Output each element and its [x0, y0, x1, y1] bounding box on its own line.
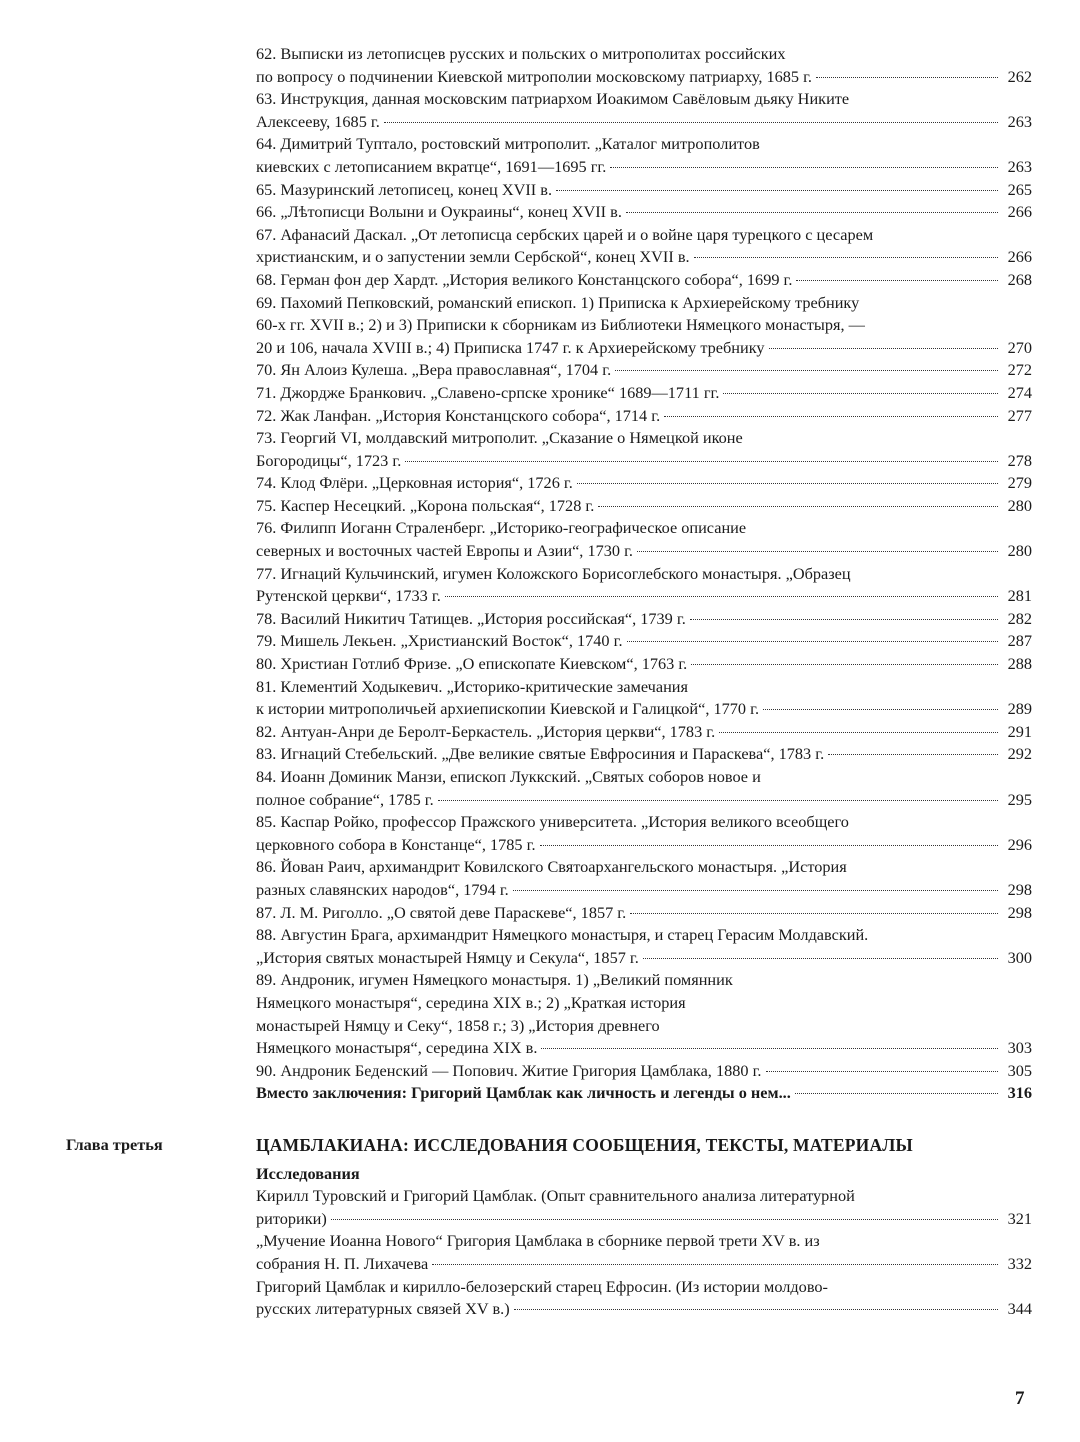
chapter-entries	[256, 1185, 1032, 1321]
toc-list	[256, 43, 1032, 1105]
dot-leader	[664, 416, 998, 417]
dot-leader	[719, 732, 998, 733]
toc-entry-line	[256, 201, 1032, 224]
toc-entry-text: 74. Клод Флёри. „Церковная история“, 1726 г.	[256, 473, 573, 493]
toc-entry	[256, 902, 1032, 925]
toc-entry-line	[256, 427, 1032, 450]
toc-entry-text: 65. Мазуринский летописец, конец XVII в.	[256, 179, 553, 199]
dot-leader	[445, 596, 998, 597]
dot-leader	[691, 664, 998, 665]
dot-leader	[513, 890, 998, 891]
toc-entry-text: 72. Жак Ланфан. „История Констанцского собора“, 1714 г.	[256, 405, 661, 425]
toc-entry-line	[256, 608, 1032, 631]
dot-leader	[643, 958, 998, 959]
toc-entry	[256, 201, 1032, 224]
toc-entry-text: 86. Йован Раич, архимандрит Ковилского Святоархангельского монастыря. „История	[256, 857, 847, 877]
chapter-section	[256, 1134, 1032, 1321]
toc-entry-line	[256, 1060, 1032, 1083]
toc-entry-text: 63. Инструкция, данная московским патриархом Иоакимом Савёловым дьяку Никите	[256, 89, 850, 109]
toc-entry-line	[256, 721, 1032, 744]
toc-entry-line	[256, 1253, 1032, 1276]
dot-leader	[610, 167, 998, 168]
toc-entry	[256, 563, 1032, 608]
toc-entry-text: 73. Георгий VI, молдавский митрополит. „Сказание о Нямецкой иконе	[256, 428, 743, 448]
toc-entry	[256, 743, 1032, 766]
toc-page-number: 266	[1007, 202, 1032, 222]
toc-entry-text: Рутенской церкви“, 1733 г.	[256, 586, 441, 606]
toc-entry-line	[256, 133, 1032, 156]
toc-page-number: 288	[1007, 654, 1032, 674]
toc-page-number: 279	[1007, 473, 1032, 493]
dot-leader	[766, 1071, 999, 1072]
toc-page-number: 292	[1007, 744, 1032, 764]
toc-entry-text: 69. Пахомий Пепковский, романский епископ. 1) Приписка к Архиерейскому требнику	[256, 292, 860, 312]
toc-entry	[256, 359, 1032, 382]
toc-page-number: 270	[1007, 337, 1032, 357]
toc-entry-line	[256, 1230, 1032, 1253]
toc-entry-text: собрания Н. П. Лихачева	[256, 1253, 429, 1273]
dot-leader	[556, 190, 998, 191]
toc-page-number: 263	[1007, 111, 1032, 131]
toc-entry	[256, 292, 1032, 360]
dot-leader	[637, 551, 998, 552]
toc-entry	[256, 269, 1032, 292]
toc-entry-line	[256, 1037, 1032, 1060]
toc-entry-line	[256, 563, 1032, 586]
toc-entry-text: монастырей Нямцу и Секу“, 1858 г.; 3) „История древнего	[256, 1015, 660, 1035]
toc-page-number: 296	[1007, 834, 1032, 854]
toc-entry	[256, 1276, 1032, 1321]
chapter-label: Глава третья	[66, 1135, 163, 1154]
toc-entry	[256, 969, 1032, 1059]
dot-leader	[438, 800, 998, 801]
toc-entry-text: 71. Джордже Бранкович. „Славено-српске хронике“ 1689—1711 гг.	[256, 382, 720, 402]
toc-entry	[256, 1082, 1032, 1105]
toc-entry-line	[256, 450, 1032, 473]
toc-entry-text: Нямецкого монастыря“, середина XIX в.; 2) „Краткая история	[256, 992, 686, 1012]
toc-page-number: 289	[1007, 699, 1032, 719]
toc-entry-text: 76. Филипп Иоганн Страленберг. „Историко-географическое описание	[256, 518, 747, 538]
toc-entry-text: 90. Андроник Беденский — Попович. Житие Григория Цамблака, 1880 г.	[256, 1060, 762, 1080]
toc-entry-line	[256, 1015, 1032, 1038]
toc-entry-line	[256, 88, 1032, 111]
toc-entry	[256, 472, 1032, 495]
toc-entry	[256, 653, 1032, 676]
toc-entry-text: 84. Иоанн Доминик Манзи, епископ Луккский. „Святых соборов новое и	[256, 767, 761, 786]
toc-entry-line	[256, 924, 1032, 947]
toc-page-number: 268	[1007, 269, 1032, 289]
toc-entry-text: 75. Каспер Несецкий. „Корона польская“, 1728 г.	[256, 495, 595, 515]
toc-entry	[256, 721, 1032, 744]
toc-entry-line	[256, 676, 1032, 699]
toc-entry-line	[256, 472, 1032, 495]
toc-entry-text: 20 и 106, начала XVIII в.; 4) Приписка 1747 г. к Архиерейскому требнику	[256, 337, 765, 357]
toc-page-number: 298	[1007, 879, 1032, 899]
toc-entry-text: 66. „Лѣтописци Волыни и Оукраины“, конец XVII в.	[256, 202, 622, 222]
toc-entry-line	[256, 292, 1032, 315]
toc-entry	[256, 179, 1032, 202]
toc-entry-text: церковного собора в Констанце“, 1785 г.	[256, 834, 536, 854]
toc-entry-line	[256, 246, 1032, 269]
dot-leader	[626, 212, 998, 213]
toc-entry-text: 80. Христиан Готлиб Фризе. „О епископате Киевском“, 1763 г.	[256, 654, 688, 674]
toc-page-number: 263	[1007, 156, 1032, 176]
dot-leader	[763, 709, 998, 710]
dot-leader	[816, 77, 998, 78]
section-heading: Исследования	[256, 1163, 360, 1183]
toc-page-number: 262	[1007, 66, 1032, 86]
toc-entry	[256, 811, 1032, 856]
toc-entry-text: к истории митрополичьей архиепископии Киевской и Галицкой“, 1770 г.	[256, 699, 760, 719]
toc-entry-text: разных славянских народов“, 1794 г.	[256, 879, 509, 899]
toc-entry-text: 81. Клементий Ходыкевич. „Историко-критические замечания	[256, 676, 688, 696]
toc-page-number: 274	[1007, 382, 1032, 402]
toc-entry-line	[256, 111, 1032, 134]
toc-page-number: 321	[1007, 1208, 1032, 1228]
chapter-title: ЦАМБЛАКИАНА: ИССЛЕДОВАНИЯ СООБЩЕНИЯ, ТЕКСТЫ, МАТЕРИАЛЫ	[256, 1135, 913, 1155]
toc-entry-line	[256, 1082, 1032, 1105]
dot-leader	[540, 845, 998, 846]
toc-entry	[256, 608, 1032, 631]
toc-page-number: 298	[1007, 902, 1032, 922]
toc-entry-text: 88. Августин Брага, архимандрит Нямецкого монастыря, и старец Герасим Молдавский.	[256, 925, 869, 945]
page-number: 7	[1015, 1388, 1025, 1409]
toc-entry-text: Кирилл Туровский и Григорий Цамблак. (Опыт сравнительного анализа литературной	[256, 1186, 855, 1206]
toc-entry-text: северных и восточных частей Европы и Азии“, 1730 г.	[256, 541, 633, 561]
toc-page-number: 303	[1007, 1038, 1032, 1058]
dot-leader	[331, 1219, 998, 1220]
toc-page-number: 295	[1007, 789, 1032, 809]
toc-page-number: 272	[1007, 360, 1032, 380]
toc-entry-line	[256, 495, 1032, 518]
toc-page-number: 280	[1007, 495, 1032, 515]
toc-entry	[256, 43, 1032, 88]
toc-page-number: 278	[1007, 450, 1032, 470]
toc-entry-line	[256, 179, 1032, 202]
dot-leader	[384, 122, 998, 123]
dot-leader	[769, 348, 998, 349]
toc-page-number: 287	[1007, 631, 1032, 651]
toc-entry-text: 64. Димитрий Туптало, ростовский митрополит. „Каталог митрополитов	[256, 134, 760, 154]
toc-entry-line	[256, 382, 1032, 405]
toc-entry	[256, 676, 1032, 721]
dot-leader	[541, 1048, 998, 1049]
toc-page-number: 300	[1007, 947, 1032, 967]
toc-entry	[256, 405, 1032, 428]
toc-entry-text: „Мучение Иоанна Нового“ Григория Цамблака в сборнике первой трети XV в. из	[256, 1231, 820, 1251]
toc-entry	[256, 766, 1032, 811]
toc-entry	[256, 224, 1032, 269]
toc-entry-line	[256, 1276, 1032, 1299]
toc-entry-text: киевских с летописанием вкратце“, 1691—1695 гг.	[256, 156, 607, 176]
toc-entry-line	[256, 902, 1032, 925]
toc-page-number: 280	[1007, 541, 1032, 561]
toc-entry-line	[256, 1298, 1032, 1321]
toc-entry	[256, 1185, 1032, 1230]
toc-entry-line	[256, 269, 1032, 292]
toc-entry-line	[256, 947, 1032, 970]
toc-entry-line	[256, 1208, 1032, 1231]
toc-entry	[256, 88, 1032, 133]
toc-entry	[256, 495, 1032, 518]
toc-page-number: 344	[1007, 1299, 1032, 1319]
toc-entry-text: Алексееву, 1685 г.	[256, 111, 380, 131]
toc-entry-line	[256, 834, 1032, 857]
toc-entry-text: Богородицы“, 1723 г.	[256, 450, 402, 470]
toc-entry-line	[256, 156, 1032, 179]
dot-leader	[723, 393, 998, 394]
toc-entry-text: 89. Андроник, игумен Нямецкого монастыря. 1) „Великий помянник	[256, 970, 733, 990]
toc-page-number: 282	[1007, 608, 1032, 628]
toc-entry-line	[256, 811, 1032, 834]
toc-entry-line	[256, 585, 1032, 608]
toc-entry-line	[256, 540, 1032, 563]
toc-entry-line	[256, 314, 1032, 337]
toc-entry-line	[256, 653, 1032, 676]
toc-entry-line	[256, 789, 1032, 812]
dot-leader	[694, 257, 998, 258]
toc-entry	[256, 630, 1032, 653]
toc-entry	[256, 427, 1032, 472]
toc-entry-line	[256, 337, 1032, 360]
toc-entry-text: 67. Афанасий Даскал. „От летописца сербских царей и о войне царя турецкого с цесарем	[256, 224, 874, 244]
toc-page-number: 316	[1007, 1083, 1032, 1103]
dot-leader	[405, 461, 998, 462]
toc-entry-text: 70. Ян Алоиз Кулеша. „Вера православная“, 1704 г.	[256, 360, 612, 380]
toc-entry	[256, 924, 1032, 969]
toc-entry-text: Григорий Цамблак и кирилло-белозерский старец Ефросин. (Из истории молдово-	[256, 1276, 828, 1296]
toc-entry-line	[256, 66, 1032, 89]
toc-entry-text: „История святых монастырей Нямцу и Секула“, 1857 г.	[256, 947, 639, 967]
dot-leader	[598, 506, 998, 507]
dot-leader	[514, 1309, 998, 1310]
toc-entry-line	[256, 517, 1032, 540]
toc-entry-line	[256, 992, 1032, 1015]
toc-page-number: 266	[1007, 247, 1032, 267]
dot-leader	[627, 641, 998, 642]
toc-entry-text: полное собрание“, 1785 г.	[256, 789, 434, 809]
toc-entry-text: 85. Каспар Ройко, профессор Пражского университета. „История великого всеобщего	[256, 812, 849, 832]
toc-entry-line	[256, 224, 1032, 247]
dot-leader	[796, 280, 998, 281]
toc-entry-text: русских литературных связей XV в.)	[256, 1299, 510, 1319]
toc-entry	[256, 517, 1032, 562]
toc-entry-line	[256, 879, 1032, 902]
toc-entry-line	[256, 630, 1032, 653]
toc-entry-text: 78. Василий Никитич Татищев. „История российская“, 1739 г.	[256, 608, 686, 628]
toc-entry-text: Вместо заключения: Григорий Цамблак как личность и легенды о нем...	[256, 1083, 791, 1103]
toc-entry-line	[256, 856, 1032, 879]
toc-entry-line	[256, 1185, 1032, 1208]
toc-entry-text: христианским, и о запустении земли Сербской“, конец XVII в.	[256, 247, 690, 267]
dot-leader	[690, 619, 998, 620]
toc-page-number: 305	[1007, 1060, 1032, 1080]
dot-leader	[795, 1093, 998, 1094]
dot-leader	[432, 1264, 998, 1265]
toc-entry-text: 60-х гг. XVII в.; 2) и 3) Приписки к сборникам из Библиотеки Нямецкого монастыря, —	[256, 315, 865, 335]
toc-entry-text: 87. Л. М. Риголло. „О святой деве Параскеве“, 1857 г.	[256, 902, 627, 922]
toc-entry-text: 82. Антуан-Анри де Беролт-Беркастель. „История церкви“, 1783 г.	[256, 721, 716, 741]
toc-entry-line	[256, 969, 1032, 992]
toc-entry-text: 83. Игнаций Стебельский. „Две великие святые Евфросиния и Параскева“, 1783 г.	[256, 744, 825, 764]
toc-entry-line	[256, 766, 1032, 789]
toc-entry-line	[256, 359, 1032, 382]
toc-entry-line	[256, 43, 1032, 66]
toc-entry-text: 62. Выписки из летописцев русских и польских о митрополитах российских	[256, 44, 786, 63]
toc-entry-line	[256, 743, 1032, 766]
dot-leader	[615, 370, 998, 371]
toc-entry-text: риторики)	[256, 1208, 327, 1228]
toc-entry-line	[256, 405, 1032, 428]
toc-entry	[256, 133, 1032, 178]
toc-entry-text: 79. Мишель Лекьен. „Христианский Восток“, 1740 г.	[256, 631, 623, 651]
toc-entry	[256, 856, 1032, 901]
toc-entry-text: Нямецкого монастыря“, середина XIX в.	[256, 1038, 538, 1058]
toc-page-number: 291	[1007, 721, 1032, 741]
toc-page-number: 281	[1007, 586, 1032, 606]
toc-page-number: 277	[1007, 405, 1032, 425]
toc-entry	[256, 1230, 1032, 1275]
toc-entry-text: по вопросу о подчинении Киевской митрополии московскому патриарху, 1685 г.	[256, 66, 812, 86]
dot-leader	[630, 913, 998, 914]
dot-leader	[828, 754, 998, 755]
toc-entry	[256, 382, 1032, 405]
toc-entry-text: 77. Игнаций Кульчинский, игумен Коложского Борисоглебского монастыря. „Образец	[256, 563, 851, 583]
toc-page-number: 332	[1007, 1253, 1032, 1273]
toc-entry	[256, 1060, 1032, 1083]
dot-leader	[577, 483, 998, 484]
toc-entry-line	[256, 698, 1032, 721]
toc-entry-text: 68. Герман фон дер Хардт. „История великого Констанцского собора“, 1699 г.	[256, 269, 793, 289]
toc-page-number: 265	[1007, 179, 1032, 199]
